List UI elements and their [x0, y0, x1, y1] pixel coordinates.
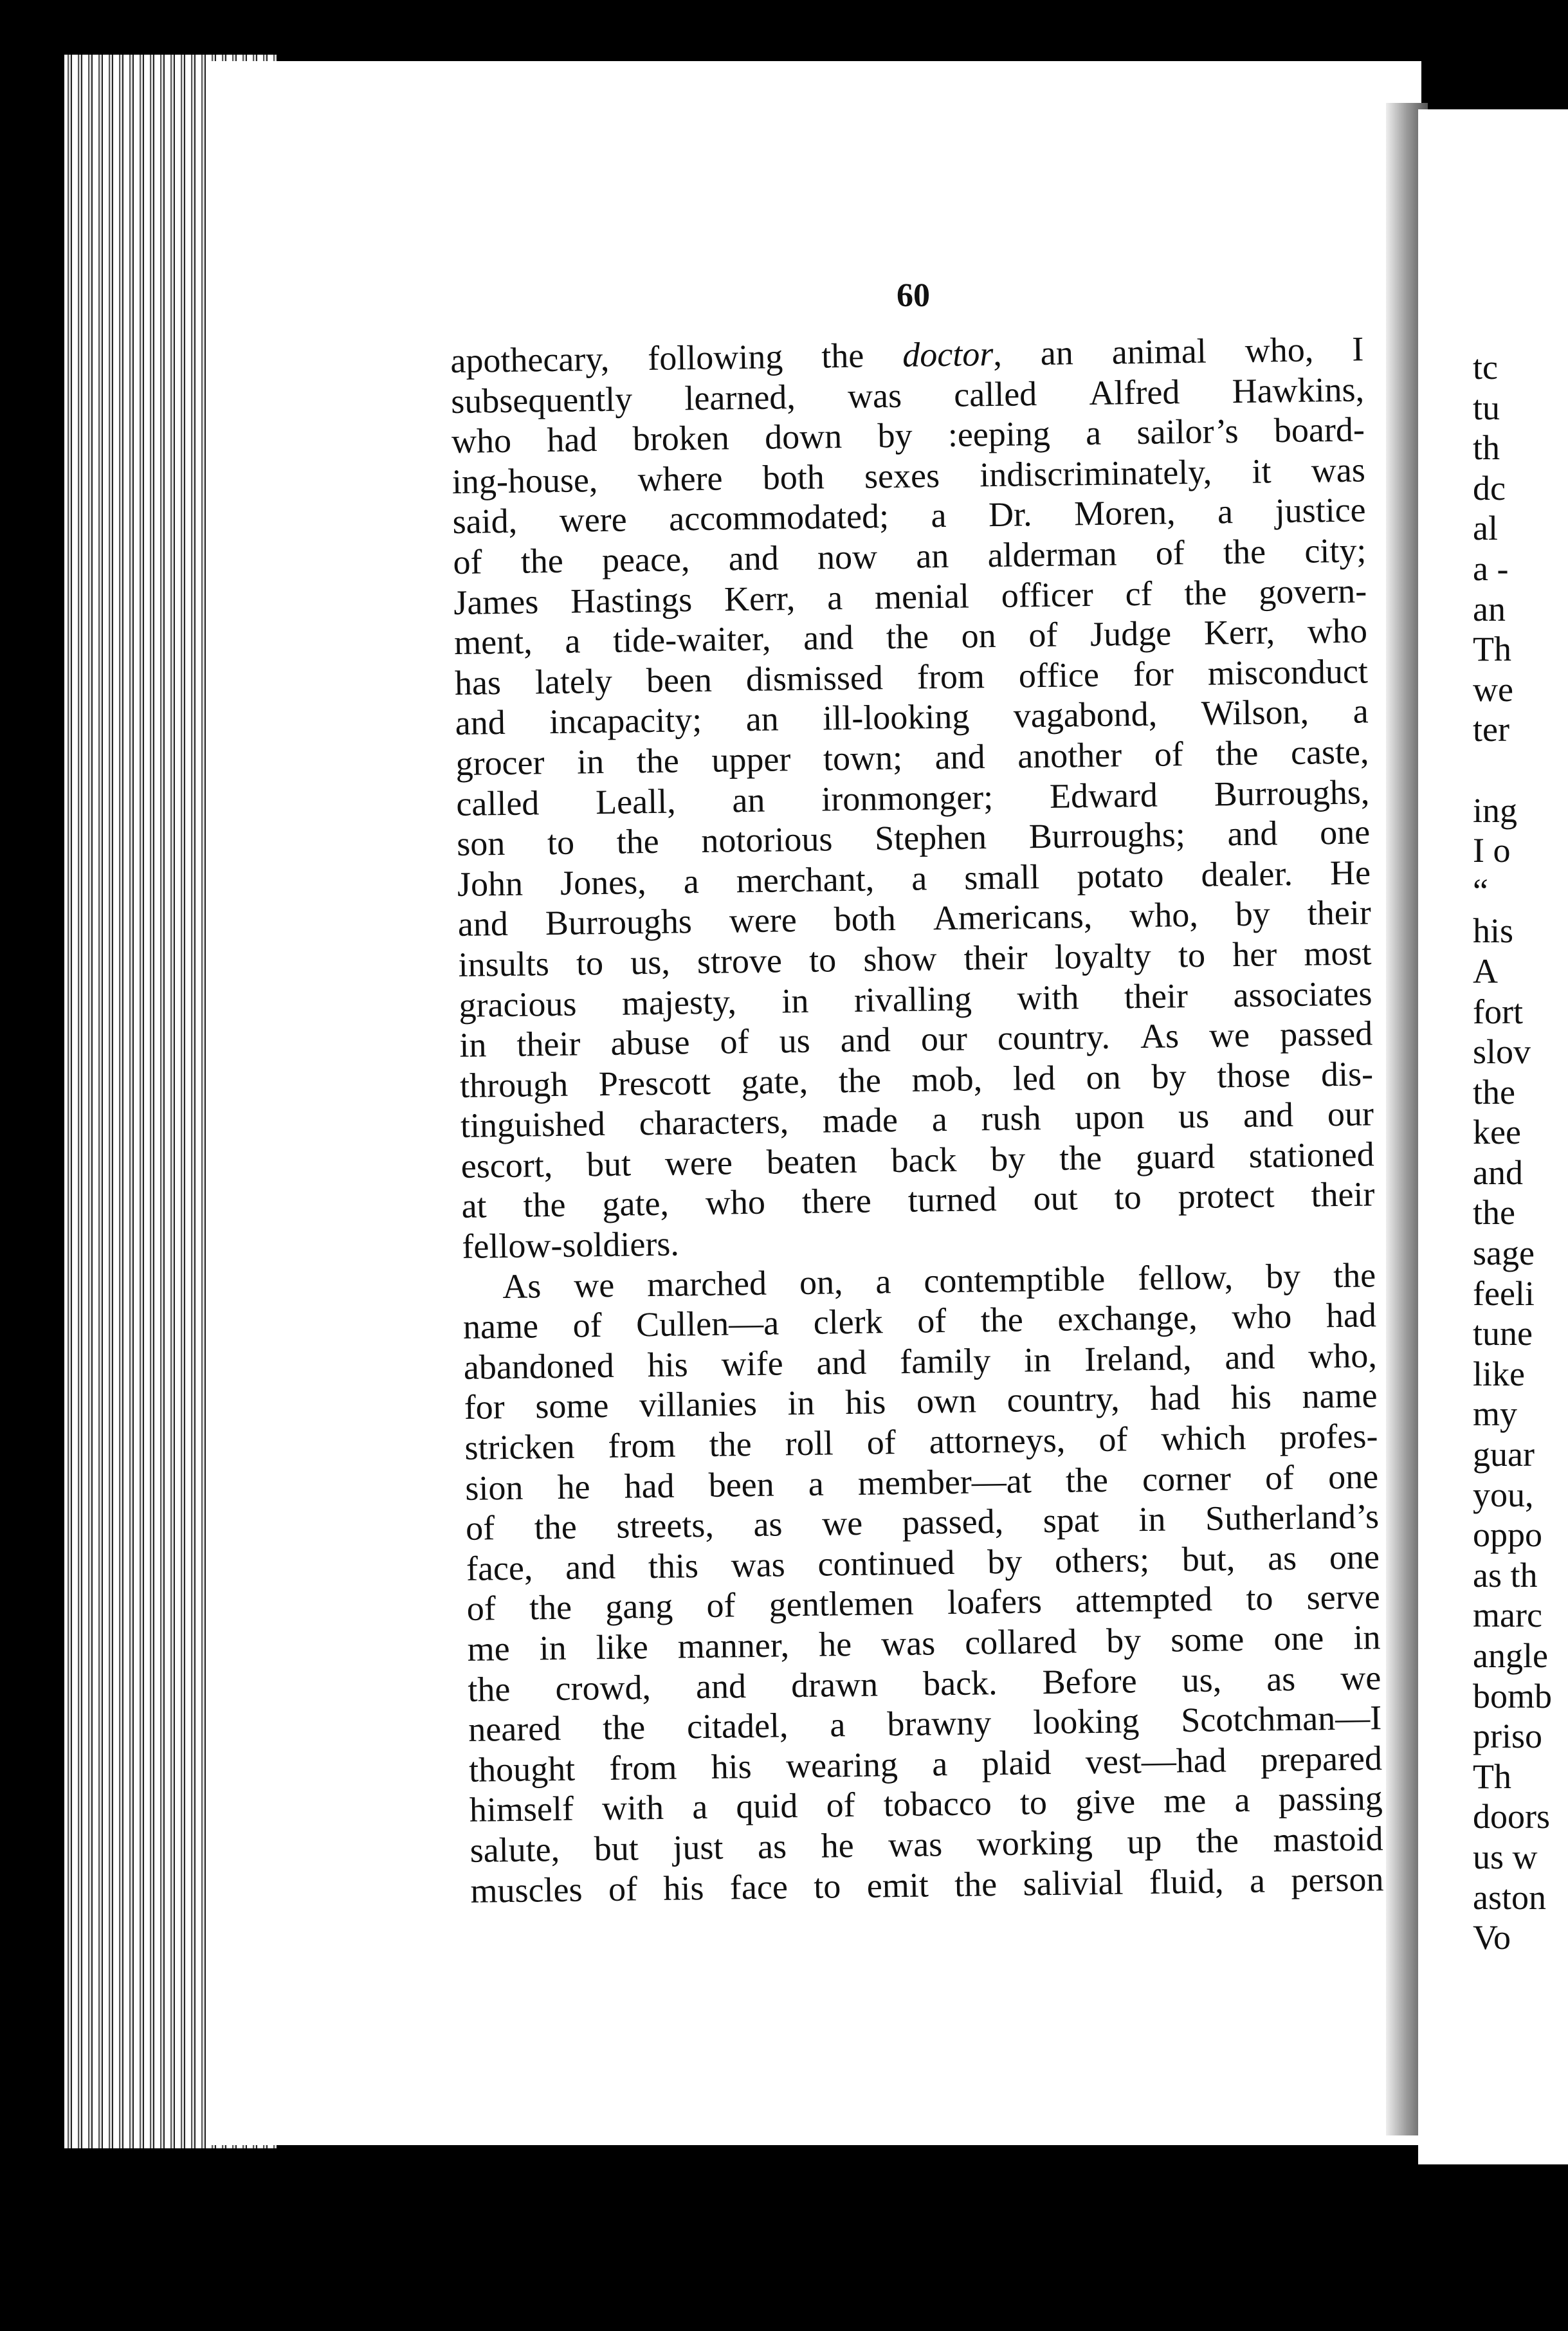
paragraph — [450, 329, 1376, 1266]
right-page-fragment: and — [1473, 1153, 1523, 1192]
text-line: tinguished characters, made a rush upon us and our — [460, 1094, 1374, 1146]
right-page-fragment — [1473, 750, 1568, 791]
text-line: through Prescott gate, the mob, led on by those dis- — [459, 1054, 1374, 1105]
right-page-fragment: my — [1473, 1394, 1518, 1434]
paragraph — [462, 1255, 1384, 1911]
text-line: ment, a tide-waiter, and the on of Judge Kerr, who — [453, 611, 1368, 663]
text-line: John Jones, a merchant, a small potato dealer. He — [457, 853, 1371, 904]
right-page-fragment: guar — [1473, 1435, 1535, 1474]
text-line: of the gang of gentlemen loafers attempted to serve — [466, 1577, 1380, 1629]
text-line: insults to us, strove to show their loyalty to her most — [458, 933, 1372, 984]
text-line: and incapacity; an ill-looking vagabond, Wilson, a — [455, 691, 1369, 743]
text-line: neared the citadel, a brawny looking Scotchman—I — [468, 1698, 1382, 1749]
text-line: gracious majesty, in rivalling with their associates — [459, 973, 1372, 1025]
right-page-fragment: an — [1473, 589, 1506, 628]
right-page-fragment: bomb — [1473, 1676, 1553, 1715]
right-page-fragment: a - — [1473, 549, 1509, 588]
right-page-fragment: Th — [1473, 630, 1511, 669]
text-line: James Hastings Kerr, a menial officer cf the govern- — [453, 571, 1367, 622]
right-page-fragment: “ — [1473, 871, 1488, 910]
right-page-fragment: dc — [1473, 468, 1506, 507]
right-page-fragment: A — [1473, 951, 1498, 991]
right-page-fragment: you, — [1473, 1475, 1534, 1514]
text-line: apothecary, following the doctor, an animal who, I — [450, 329, 1364, 380]
right-page-fragment: ing — [1473, 791, 1518, 830]
text-line: the crowd, and drawn back. Before us, as we — [468, 1658, 1381, 1709]
right-page-fragment: like — [1473, 1354, 1525, 1393]
text-line: of the peace, and now an alderman of the city; — [453, 531, 1367, 581]
right-page-fragment: tc — [1473, 348, 1498, 387]
text-line: me in like manner, he was collared by some one in — [467, 1618, 1381, 1668]
right-page-fragment: the — [1473, 1193, 1515, 1232]
right-page-fragment: fort — [1473, 992, 1523, 1031]
right-page-text-fragments — [1473, 347, 1568, 1958]
right-page-fragment: th — [1473, 428, 1500, 468]
text-line: abandoned his wife and family in Ireland, and who, — [463, 1336, 1378, 1387]
text-line: fellow-soldiers. — [462, 1224, 680, 1266]
text-line: escort, but were beaten back by the guard stationed — [460, 1135, 1375, 1185]
right-page-fragment: Th — [1473, 1757, 1511, 1796]
text-line: As we marched on, a contemptible fellow, by the — [502, 1255, 1376, 1306]
right-page-fragment: as th — [1473, 1555, 1538, 1595]
text-line: face, and this was continued by others; but, as one — [466, 1537, 1380, 1588]
right-page-fragment: angle — [1473, 1636, 1548, 1675]
text-line: said, were accommodated; a Dr. Moren, a justice — [452, 490, 1366, 542]
right-page-fragment: kee — [1473, 1113, 1521, 1152]
right-page-fragment: al — [1473, 509, 1498, 548]
text-line: son to the notorious Stephen Burroughs; and one — [456, 812, 1371, 864]
text-line: salute, but just as he was working up the mastoid — [469, 1819, 1383, 1870]
right-page-fragment: the — [1473, 1072, 1515, 1111]
text-line: in their abuse of us and our country. As we passed — [459, 1014, 1373, 1065]
text-line: grocer in the upper town; and another of the caste, — [455, 732, 1369, 783]
text-line: called Leall, an ironmonger; Edward Burroughs, — [456, 772, 1370, 823]
right-page-fragment: priso — [1473, 1717, 1542, 1756]
text-line: thought from his wearing a plaid vest—had prepared — [468, 1739, 1383, 1789]
right-page-fragment: sage — [1473, 1234, 1535, 1273]
right-page-fragment: we — [1473, 670, 1513, 709]
body-text — [450, 329, 1384, 1911]
text-line: who had broken down by :eeping a sailor’s board- — [451, 410, 1365, 461]
right-page-fragment: tu — [1473, 388, 1500, 427]
text-line: name of Cullen—a clerk of the exchange, who had — [462, 1295, 1377, 1347]
right-page-fragment: Vo — [1473, 1918, 1511, 1957]
text-line: himself with a quid of tobacco to give me a passing — [469, 1778, 1383, 1830]
right-page-fragment: slov — [1473, 1032, 1531, 1072]
text-line: has lately been dismissed from office for misconduct — [454, 652, 1369, 702]
right-page-fragment: ter — [1473, 710, 1509, 749]
right-page-fragment: oppo — [1473, 1515, 1542, 1555]
text-line: for some villanies in his own country, had his name — [464, 1376, 1378, 1427]
text-line: of the streets, as we passed, spat in Sutherland’s — [465, 1497, 1380, 1548]
text-line: muscles of his face to emit the salivial fluid, a person — [470, 1859, 1384, 1910]
right-page-fragment: marc — [1473, 1596, 1542, 1635]
right-page-fragment: us w — [1473, 1837, 1538, 1876]
text-line: ing-house, where both sexes indiscriminately, it was — [451, 450, 1366, 501]
right-page-fragment: I o — [1473, 831, 1511, 870]
text-line: stricken from the roll of attorneys, of which profes- — [464, 1416, 1378, 1467]
text-line: sion he had been a member—at the corner of one — [464, 1456, 1379, 1508]
right-page-fragment: tune — [1473, 1314, 1533, 1353]
text-line: at the gate, who there turned out to protect their — [461, 1175, 1375, 1226]
right-page-fragment: feeli — [1473, 1274, 1535, 1313]
right-page-fragment: aston — [1473, 1878, 1546, 1917]
right-page-fragment: doors — [1473, 1797, 1550, 1836]
right-page-fragment: his — [1473, 911, 1514, 951]
text-line: subsequently learned, was called Alfred Hawkins, — [450, 370, 1365, 421]
page-number: 60 — [897, 277, 930, 314]
text-line: and Burroughs were both Americans, who, by their — [457, 893, 1372, 944]
